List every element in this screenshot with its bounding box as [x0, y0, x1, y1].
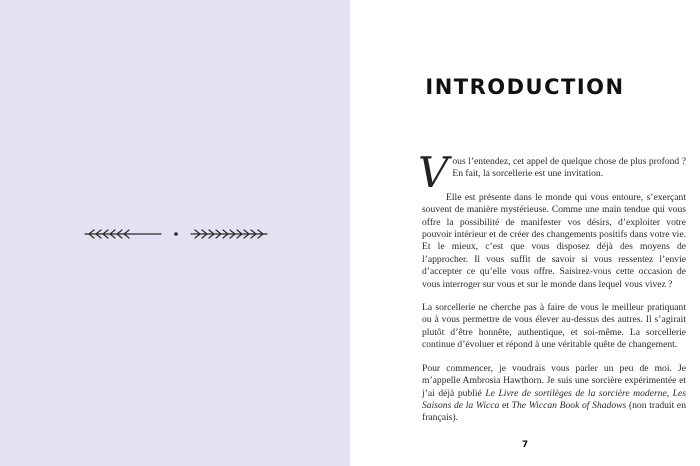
- drop-cap: V: [418, 148, 449, 197]
- book-title-3: The Wiccan Book of Shadows: [511, 399, 627, 411]
- paragraph-3: La sorcellerie ne cherche pas à faire de vous le meilleur pratiquant ou à vous permettre de vous élever au-dessus des autres. Il s’agirait plutôt d’être honnête, authentique, et soi-même. La sorcellerie continue d’évoluer et répond à une véritable quête de changement.: [422, 302, 686, 351]
- book-title-2: Les Saisons de la Wicca: [422, 387, 686, 411]
- page-number: 7: [521, 440, 529, 450]
- right-page: [350, 0, 700, 466]
- separator-1: ,: [666, 387, 673, 399]
- laurel-divider-icon: [83, 226, 269, 242]
- page-title: INTRODUCTION: [425, 75, 625, 99]
- paragraph-4: [422, 363, 686, 425]
- book-title-1: Le Livre de sortilèges de la sorcière moderne: [485, 387, 667, 399]
- paragraph-1-text: ous l’entendez, cet appel de quelque chose de plus profond ? En fait, la sorcellerie est une invitation.: [452, 156, 686, 180]
- paragraph-2: Elle est présente dans le monde qui vous entoure, s’exerçant souvent de manière mystérieuse. Comme une main tendue qui vous offre la possibilité de manifester vos désirs, d’exploiter votre pouvoir intérieur et de créer des changements positifs dans votre vie. Et le mieux, c’est que vous disposez déjà des moyens de l’approcher. Il vous suffit de savoir si vous ressentez l’envie d’accepter ce qu’elle vous offre. Saisirez-vous cette occasion de vous interroger sur vous et sur le monde dans lequel vous vivez ?: [422, 191, 687, 290]
- conjunction: et: [499, 399, 512, 411]
- body-text: [418, 148, 687, 436]
- paragraph-1: [418, 148, 686, 197]
- paragraph-4-text-a: Pour commencer, je voudrais vous parler un peu de moi. Je m’appelle Ambrosia Hawthorn. Je suis une sorcière expérimentée et j’ai déjà publié: [422, 362, 686, 399]
- paragraph-4-text-b: (non traduit en français).: [422, 399, 686, 424]
